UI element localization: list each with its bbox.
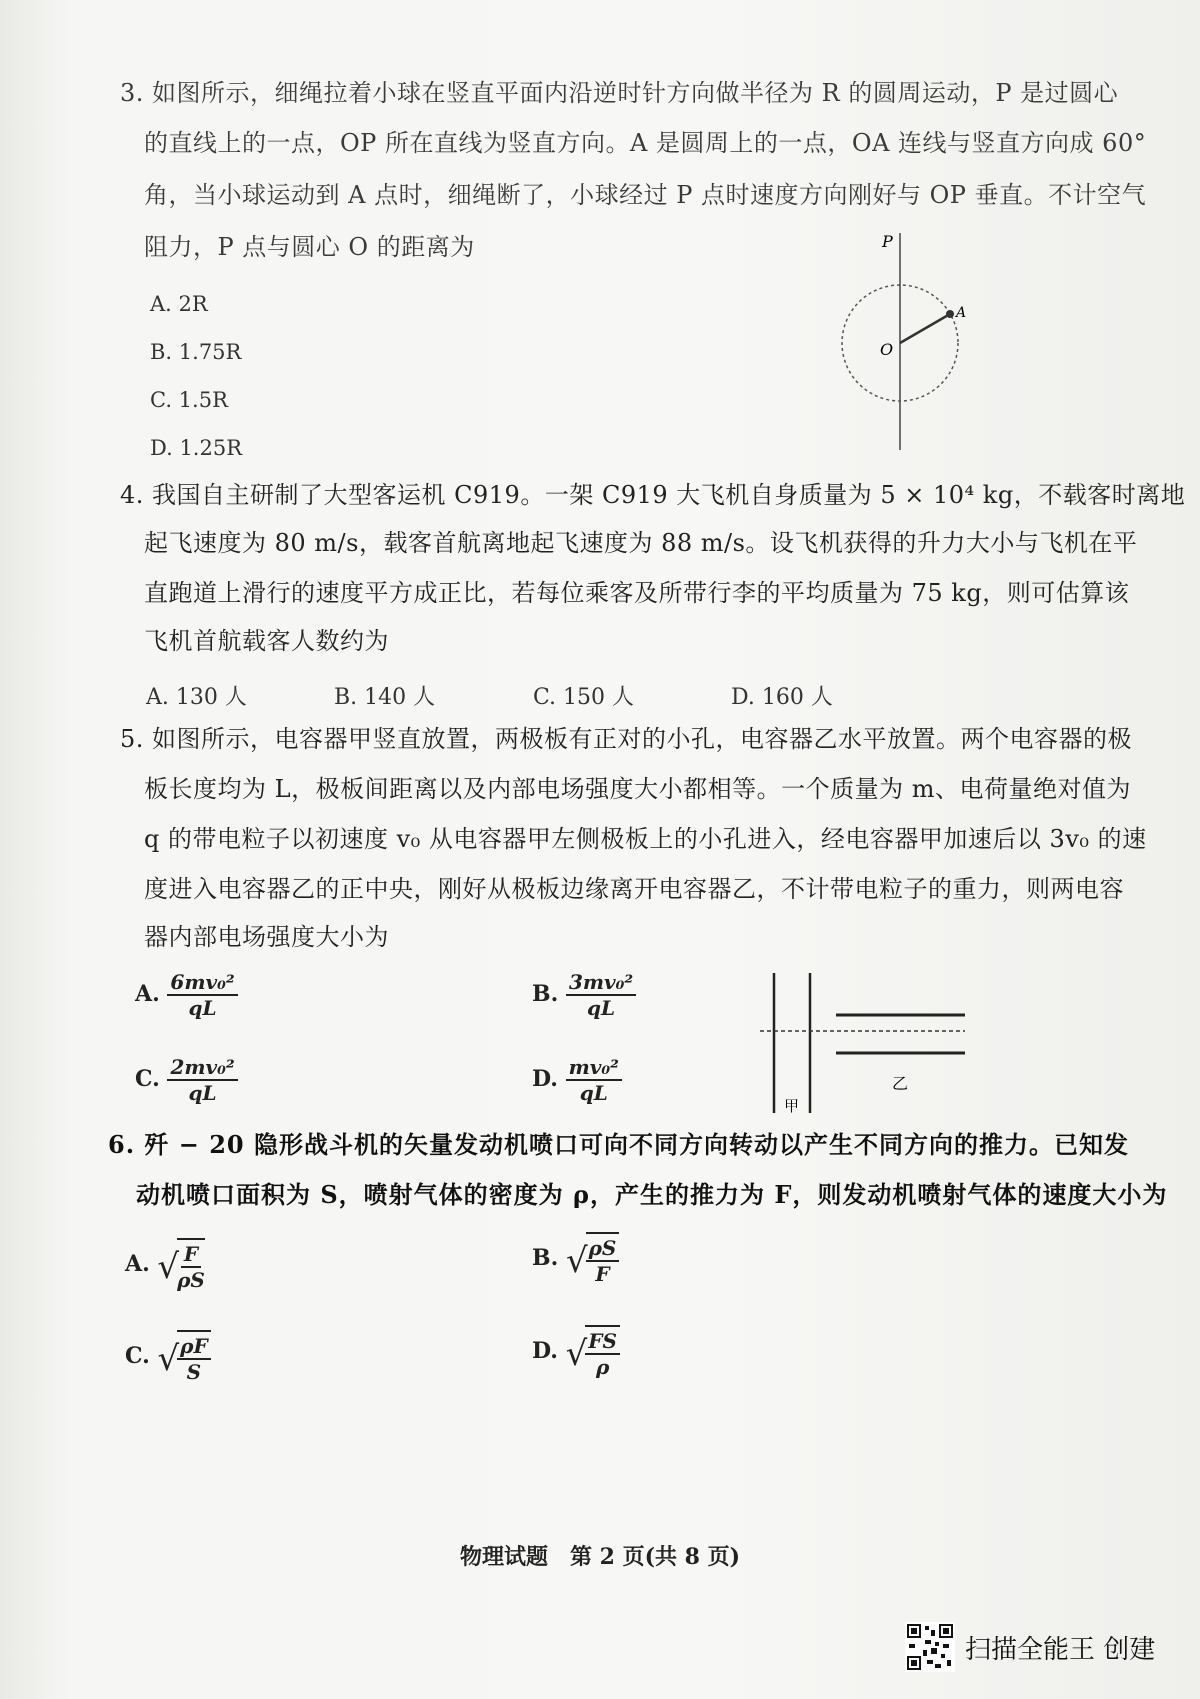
q4-line-2: 起飞速度为 80 m/s，载客首航离地起飞速度为 88 m/s。设飞机获得的升力大小与飞机在平 — [144, 529, 1138, 557]
label-jia: 甲 — [784, 1097, 800, 1115]
q5-option-b: B. $\frac{\text{3mv₀²}}{qL}$ — [532, 970, 636, 1020]
q6-line-2: 动机喷口面积为 S，喷射气体的密度为 ρ，产生的推力为 F，则发动机喷射气体的速度大小为 — [136, 1180, 1168, 1209]
q4-line-1: 4. 我国自主研制了大型客运机 C919。一架 C919 大飞机自身质量为 5 × 10⁴ kg，不载客时离地 — [120, 481, 1186, 509]
q4-option-b: B. 140 人 — [334, 685, 436, 710]
q6-option-c: C. √ $\frac{\rho F}{S}$ — [125, 1330, 211, 1384]
q3-circle-figure — [830, 225, 990, 455]
q3-label-o: O — [880, 340, 894, 359]
q6-option-b: B. √ $\frac{\rho S}{F}$ — [532, 1232, 619, 1286]
q3-radius-oa — [900, 314, 950, 343]
q3-line-3: 角，当小球运动到 A 点时，细绳断了，小球经过 P 点时速度方向刚好与 OP 垂直。不计空气 — [144, 181, 1147, 209]
q4-option-d: D. 160 人 — [731, 685, 833, 710]
q5-option-c: C. $\frac{\text{2mv₀²}}{qL}$ — [135, 1055, 238, 1105]
q5-line-1: 5. 如图所示，电容器甲竖直放置，两极板有正对的小孔，电容器乙水平放置。两个电容器的极 — [120, 725, 1133, 753]
q3-label-a: A — [956, 305, 967, 321]
q3-label-p: P — [882, 232, 893, 251]
q3-option-c: C. 1.5R — [150, 388, 228, 412]
page-footer: 物理试题 第 2 页(共 8 页) — [459, 1544, 741, 1570]
q3-line-4: 阻力，P 点与圆心 O 的距离为 — [144, 233, 475, 261]
q4-line-3: 直跑道上滑行的速度平方成正比，若每位乘客及所带行李的平均质量为 75 kg，则可估算该 — [144, 579, 1130, 607]
q5-line-4: 度进入电容器乙的正中央，刚好从极板边缘离开电容器乙，不计带电粒子的重力，则两电容 — [144, 875, 1124, 903]
q5-line-3: q 的带电粒子以初速度 v₀ 从电容器甲左侧极板上的小孔进入，经电容器甲加速后以 3v₀ 的速 — [144, 825, 1147, 853]
q5-line-2: 板长度均为 L，极板间距离以及内部电场强度大小都相等。一个质量为 m、电荷量绝对值为 — [144, 775, 1131, 803]
q3-option-a: A. 2R — [150, 292, 208, 316]
qr-code-icon — [905, 1622, 955, 1672]
q4-line-4: 飞机首航载客人数约为 — [144, 627, 389, 655]
scanner-watermark — [905, 1622, 1155, 1672]
q3-line-1: 3. 如图所示，细绳拉着小球在竖直平面内沿逆时针方向做半径为 R 的圆周运动，P 是过圆心 — [120, 79, 1119, 107]
q5-capacitor-figure — [760, 965, 975, 1125]
label-yi: 乙 — [892, 1074, 909, 1093]
q5-option-d: D. $\frac{\text{mv₀²}}{qL}$ — [532, 1055, 622, 1105]
scanner-watermark-text: 扫描全能王 创建 — [965, 1634, 1156, 1665]
q4-option-c: C. 150 人 — [533, 685, 635, 710]
q5-line-5: 器内部电场强度大小为 — [144, 923, 389, 951]
q6-option-d: D. √ $\frac{FS}{\rho}$ — [532, 1325, 620, 1379]
q3-option-d: D. 1.25R — [150, 436, 243, 460]
q4-option-a: A. 130 人 — [146, 685, 247, 710]
q3-point-a — [946, 310, 954, 318]
q3-line-2: 的直线上的一点，OP 所在直线为竖直方向。A 是圆周上的一点，OA 连线与竖直方向成 60° — [144, 129, 1147, 157]
q5-option-a: A. $\frac{\text{6mv₀²}}{qL}$ — [135, 970, 238, 1020]
q3-option-b: B. 1.75R — [150, 340, 242, 364]
q6-option-a: A. √ $\frac{F}{\rho S}$ — [125, 1238, 205, 1292]
q6-line-1: 6. 歼 − 20 隐形战斗机的矢量发动机喷口可向不同方向转动以产生不同方向的推力。已知发 — [108, 1130, 1129, 1159]
